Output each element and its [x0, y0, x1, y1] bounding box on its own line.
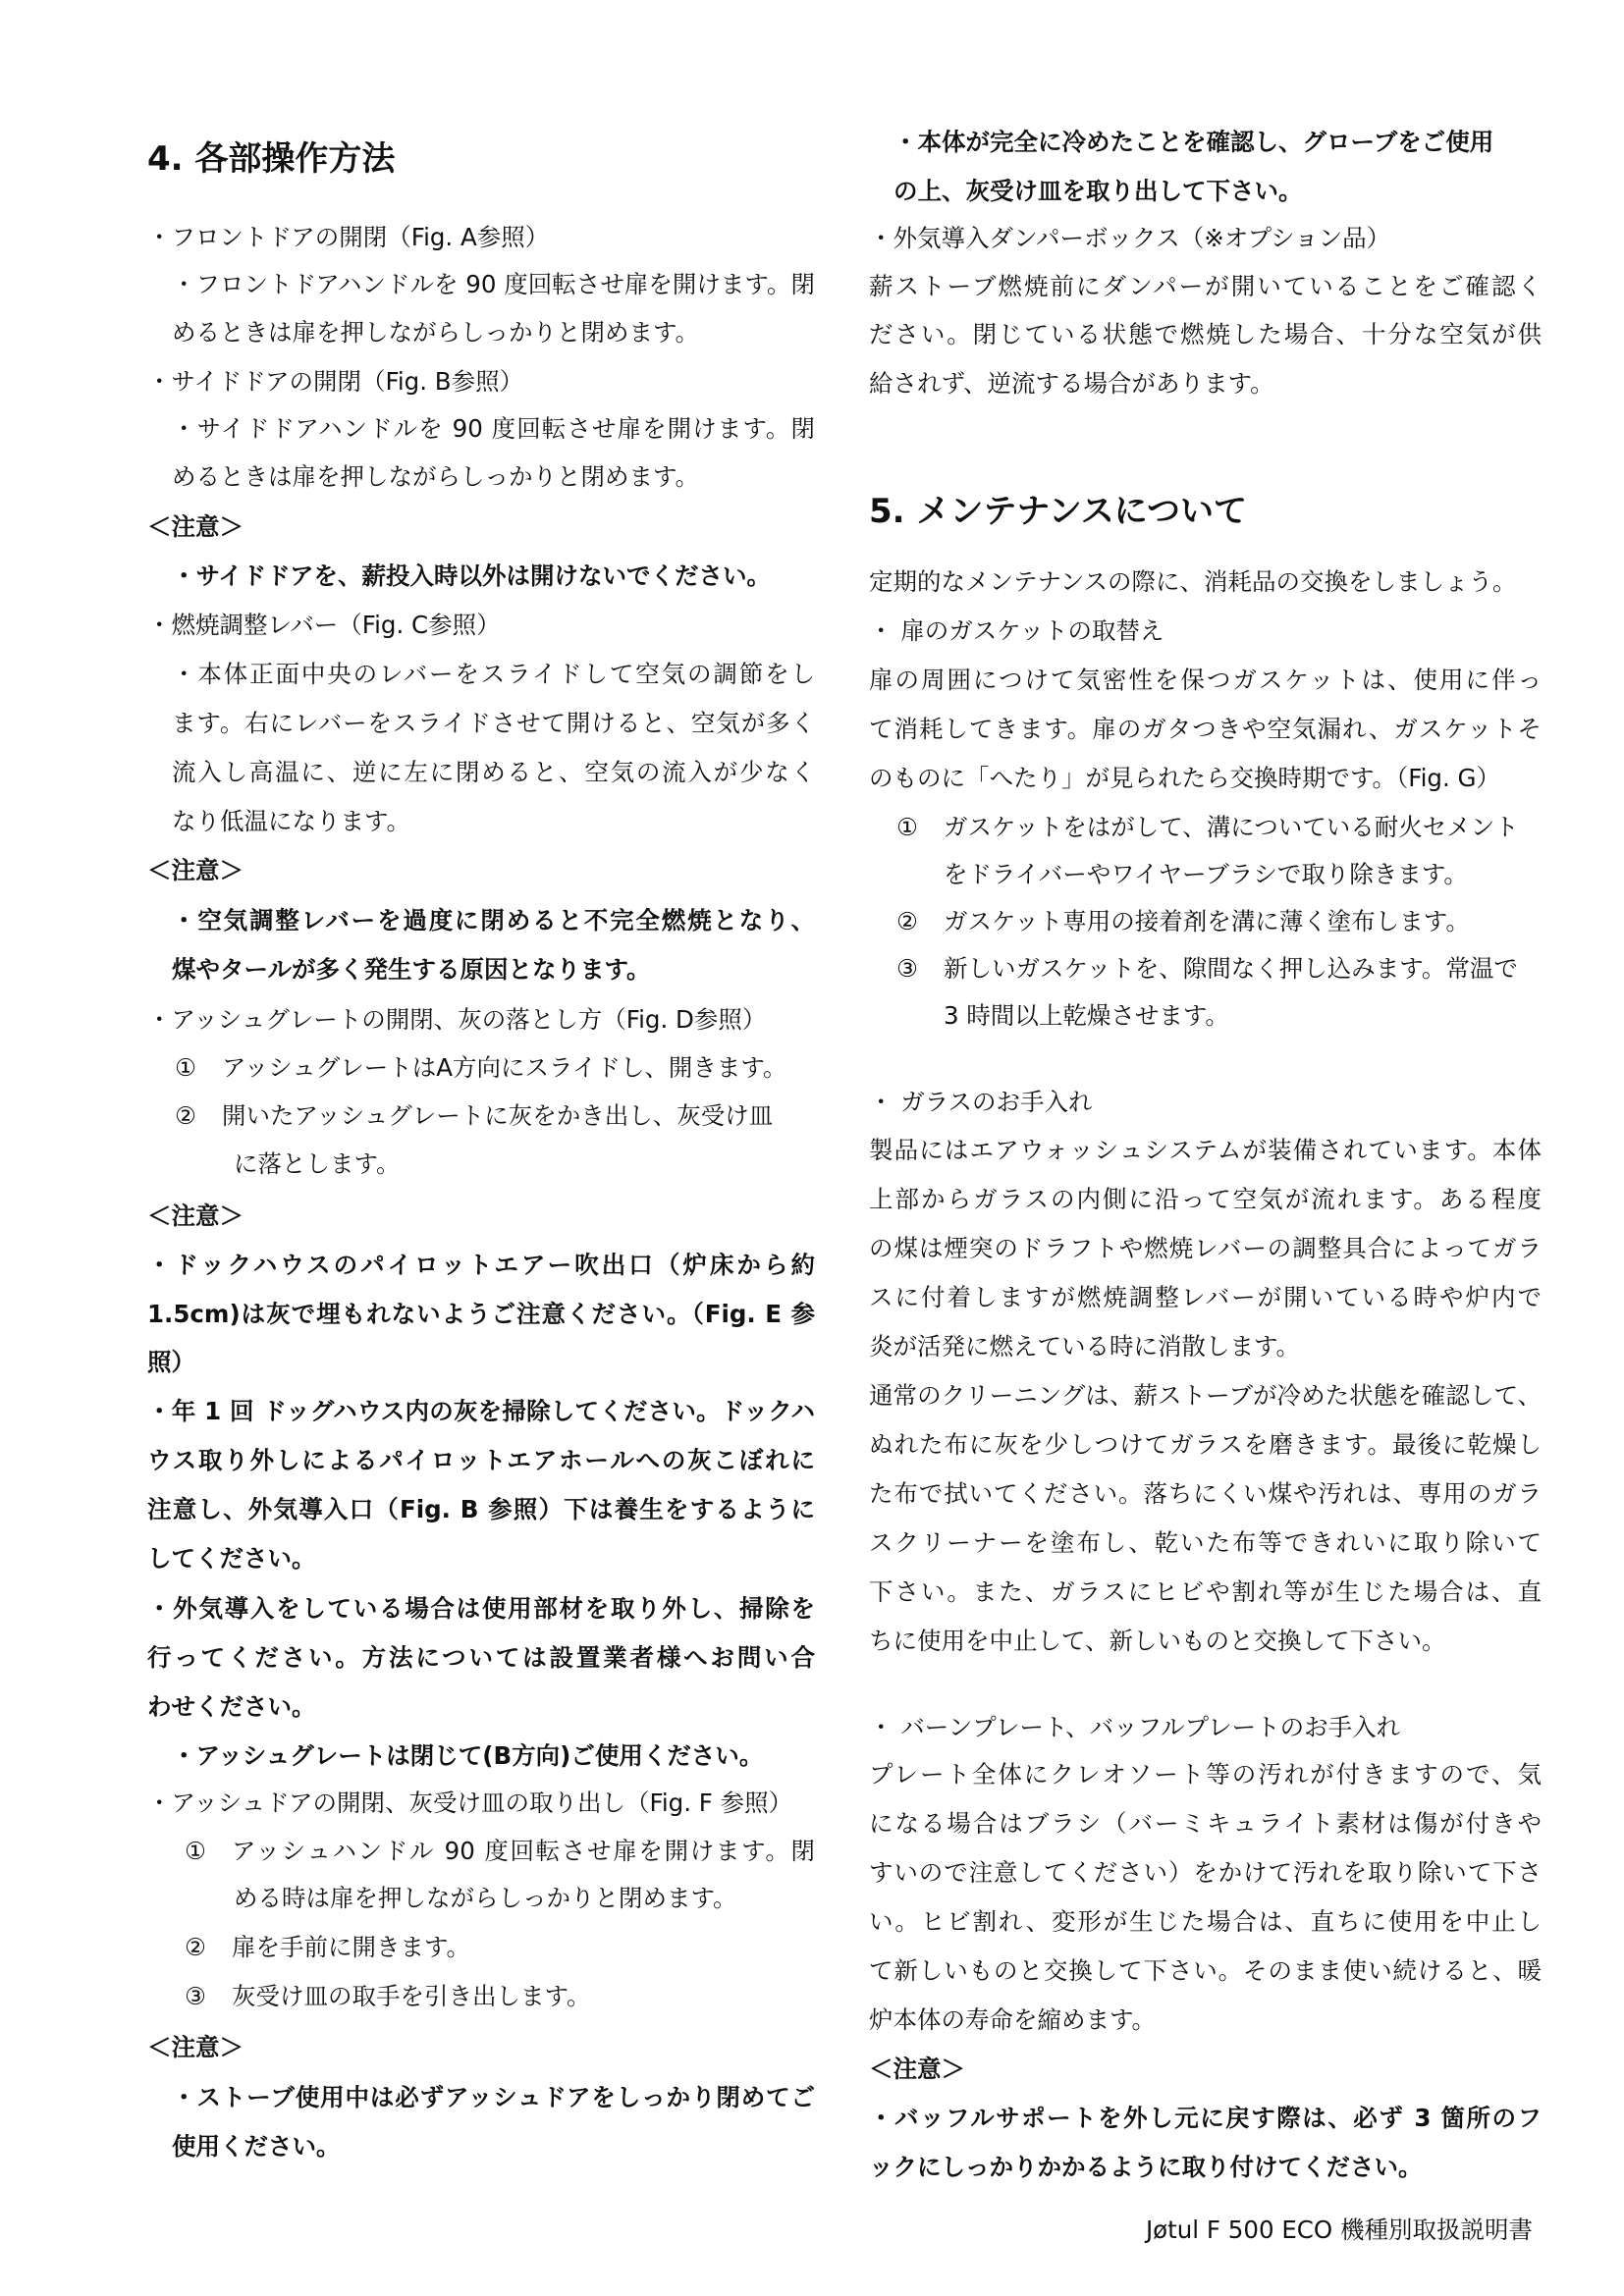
section-heading: 4. 各部操作方法: [147, 139, 396, 179]
text-line: ・空気調整レバーを過度に閉めると不完全燃焼となり、: [172, 906, 815, 934]
step-number: ①: [896, 813, 918, 841]
numbered-step: [175, 1099, 773, 1133]
text-line: 行ってください。方法については設置業者様へお問い合: [147, 1643, 815, 1672]
numbered-step: [185, 1835, 815, 1868]
text-line: た布で拭いてください。落ちにくい煤や汚れは、専用のガラ: [869, 1479, 1542, 1508]
text-line: 流入し高温に、逆に左に閉めると、空気の流入が少なく: [172, 758, 815, 786]
text-line: ぬれた布に灰を少しつけてガラスを磨きます。最後に乾燥し: [869, 1430, 1542, 1459]
text-line: 通常のクリーニングは、薪ストーブが冷めた状態を確認して、: [869, 1381, 1542, 1410]
text-line: プレート全体にクレオソート等の汚れが付きますので、気: [869, 1760, 1542, 1789]
step-text: ガスケット専用の接着剤を溝に薄く塗布します。: [944, 907, 1470, 935]
text-line: ・燃焼調整レバー（Fig. C参照）: [147, 611, 501, 639]
section-heading: 5. メンテナンスについて: [869, 492, 1248, 531]
step-text: 扉を手前に開きます。: [232, 1933, 471, 1961]
caution-label: ＜注意＞: [869, 2055, 965, 2083]
numbered-step: [896, 811, 1519, 844]
step-number: ①: [185, 1837, 206, 1865]
text-line: わせください。: [147, 1692, 316, 1721]
text-line: ・年 1 回 ドッグハウス内の灰を掃除してください。ドックハ: [147, 1397, 815, 1425]
text-line: て新しいものと交換して下さい。そのまま使い続けると、暖: [869, 1956, 1542, 1985]
page-footer: Jøtul F 500 ECO 機種別取扱説明書: [1145, 2216, 1533, 2244]
step-number: ①: [175, 1053, 196, 1082]
step-number: ③: [185, 1982, 206, 2010]
text-line: ・本体正面中央のレバーをスライドして空気の調節をし: [172, 660, 815, 688]
numbered-step: [896, 905, 1470, 938]
text-line: て消耗してきます。扉のガタつきや空気漏れ、ガスケットそ: [869, 715, 1542, 743]
numbered-step: [175, 1051, 786, 1085]
numbered-step: [185, 1980, 591, 2013]
text-line: 1.5cm)は灰で埋もれないようご注意ください。（Fig. E 参: [147, 1300, 815, 1328]
text-line: をドライバーやワイヤーブラシで取り除きます。: [944, 860, 1468, 888]
step-number: ③: [896, 954, 918, 983]
text-line: ・フロントドアの開閉（Fig. A参照）: [147, 223, 550, 251]
text-line: ・外気導入ダンパーボックス（※オプション品）: [869, 224, 1391, 252]
text-line: 上部からガラスの内側に沿って空気が流れます。ある程度: [869, 1185, 1542, 1213]
text-line: なり低温になります。: [172, 807, 411, 835]
text-line: ・本体が完全に冷めたことを確認し、グローブをご使用: [893, 128, 1494, 156]
text-line: の煤は煙突のドラフトや燃焼レバーの調整具合によってガラ: [869, 1234, 1542, 1262]
text-line: ・外気導入をしている場合は使用部材を取り外し、掃除を: [147, 1594, 815, 1623]
text-line: 製品にはエアウォッシュシステムが装備されています。本体: [869, 1136, 1542, 1164]
text-line: すいので注意してください）をかけて汚れを取り除いて下さ: [869, 1858, 1542, 1887]
text-line: ・ 扉のガスケットの取替え: [869, 616, 1164, 645]
step-text: アッシュグレートはA方向にスライドし、開きます。: [222, 1053, 787, 1082]
text-line: ・ストーブ使用中は必ずアッシュドアをしっかり閉めてご: [172, 2083, 815, 2111]
step-text: 灰受け皿の取手を引き出します。: [232, 1982, 591, 2010]
text-line: ・ドックハウスのパイロットエアー吹出口（炉床から約: [147, 1251, 815, 1279]
text-line: い。ヒビ割れ、変形が生じた場合は、直ちに使用を中止し: [869, 1907, 1542, 1936]
text-line: ・サイドドアハンドルを 90 度回転させ扉を開けます。閉: [172, 414, 815, 443]
step-number: ②: [896, 907, 918, 935]
step-number: ②: [185, 1933, 206, 1961]
text-line: めるときは扉を押しながらしっかりと閉めます。: [172, 462, 700, 491]
text-line: の上、灰受け皿を取り出して下さい。: [893, 177, 1303, 205]
numbered-step: [896, 952, 1518, 986]
text-line: 薪ストーブ燃焼前にダンパーが開いていることをご確認く: [869, 272, 1542, 300]
text-line: ックにしっかりかかるように取り付けてください。: [869, 2153, 1423, 2181]
text-line: のものに「へたり」が見られたら交換時期です。（Fig. G）: [869, 764, 1501, 792]
step-text: 新しいガスケットを、隙間なく押し込みます。常温で: [944, 954, 1518, 983]
text-line: 3 時間以上乾燥させます。: [944, 1001, 1229, 1030]
numbered-step: [185, 1931, 470, 1964]
text-line: 注意し、外気導入口（Fig. B 参照）下は養生をするように: [147, 1495, 815, 1523]
text-line: ・アッシュグレートの開閉、灰の落とし方（Fig. D参照）: [147, 1005, 767, 1034]
text-line: ・バッフルサポートを外し元に戻す際は、必ず 3 箇所のフ: [869, 2104, 1542, 2132]
text-line: ・アッシュグレートは閉じて(B方向)ご使用ください。: [172, 1741, 764, 1770]
caution-label: ＜注意＞: [147, 856, 244, 884]
text-line: ・フロントドアハンドルを 90 度回転させ扉を開けます。閉: [172, 270, 815, 298]
text-line: める時は扉を押しながらしっかりと閉めます。: [234, 1884, 737, 1912]
text-line: スクリーナーを塗布し、乾いた布等できれいに取り除いて: [869, 1528, 1542, 1557]
text-line: 給されず、逆流する場合があります。: [869, 369, 1274, 398]
text-line: ・ バーンプレート、バッフルプレートのお手入れ: [869, 1713, 1401, 1741]
text-line: してください。: [147, 1544, 316, 1573]
text-line: ・サイドドアの開閉（Fig. B参照）: [147, 367, 524, 396]
text-line: 炉本体の寿命を縮めます。: [869, 2005, 1157, 2034]
text-line: スに付着しますが燃焼調整レバーが開いている時や炉内で: [869, 1283, 1542, 1311]
text-line: ます。右にレバーをスライドさせて開けると、空気が多く: [172, 709, 815, 737]
text-line: ださい。閉じている状態で燃焼した場合、十分な空気が供: [869, 320, 1542, 348]
caution-label: ＜注意＞: [147, 1201, 244, 1230]
text-line: 扉の周囲につけて気密性を保つガスケットは、使用に伴っ: [869, 666, 1542, 694]
text-line: 煤やタールが多く発生する原因となります。: [172, 955, 651, 984]
caution-label: ＜注意＞: [147, 2033, 244, 2061]
text-line: に落とします。: [234, 1149, 401, 1178]
text-line: 定期的なメンテナンスの際に、消耗品の交換をしましょう。: [869, 567, 1517, 596]
text-line: になる場合はブラシ（バーミキュライト素材は傷が付きや: [869, 1809, 1542, 1838]
text-line: ウス取り外しによるパイロットエアホールへの灰こぼれに: [147, 1446, 815, 1474]
step-number: ②: [175, 1101, 196, 1130]
step-text: アッシュハンドル 90 度回転させ扉を開けます。閉: [232, 1837, 815, 1865]
text-line: 炎が活発に燃えている時に消散します。: [869, 1332, 1301, 1361]
text-line: 下さい。また、ガラスにヒビや割れ等が生じた場合は、直: [869, 1577, 1542, 1606]
caution-label: ＜注意＞: [147, 512, 244, 541]
text-line: ちに使用を中止して、新しいものと交換して下さい。: [869, 1627, 1446, 1655]
text-line: めるときは扉を押しながらしっかりと閉めます。: [172, 318, 700, 347]
text-line: ・サイドドアを、薪投入時以外は開けないでください。: [172, 561, 772, 590]
text-line: 使用ください。: [172, 2132, 341, 2161]
step-text: 開いたアッシュグレートに灰をかき出し、灰受け皿: [222, 1101, 774, 1130]
step-text: ガスケットをはがして、溝についている耐火セメント: [944, 813, 1519, 841]
text-line: ・アッシュドアの開閉、灰受け皿の取り出し（Fig. F 参照）: [147, 1789, 793, 1817]
text-line: ・ ガラスのお手入れ: [869, 1088, 1093, 1116]
text-line: 照）: [147, 1348, 195, 1376]
